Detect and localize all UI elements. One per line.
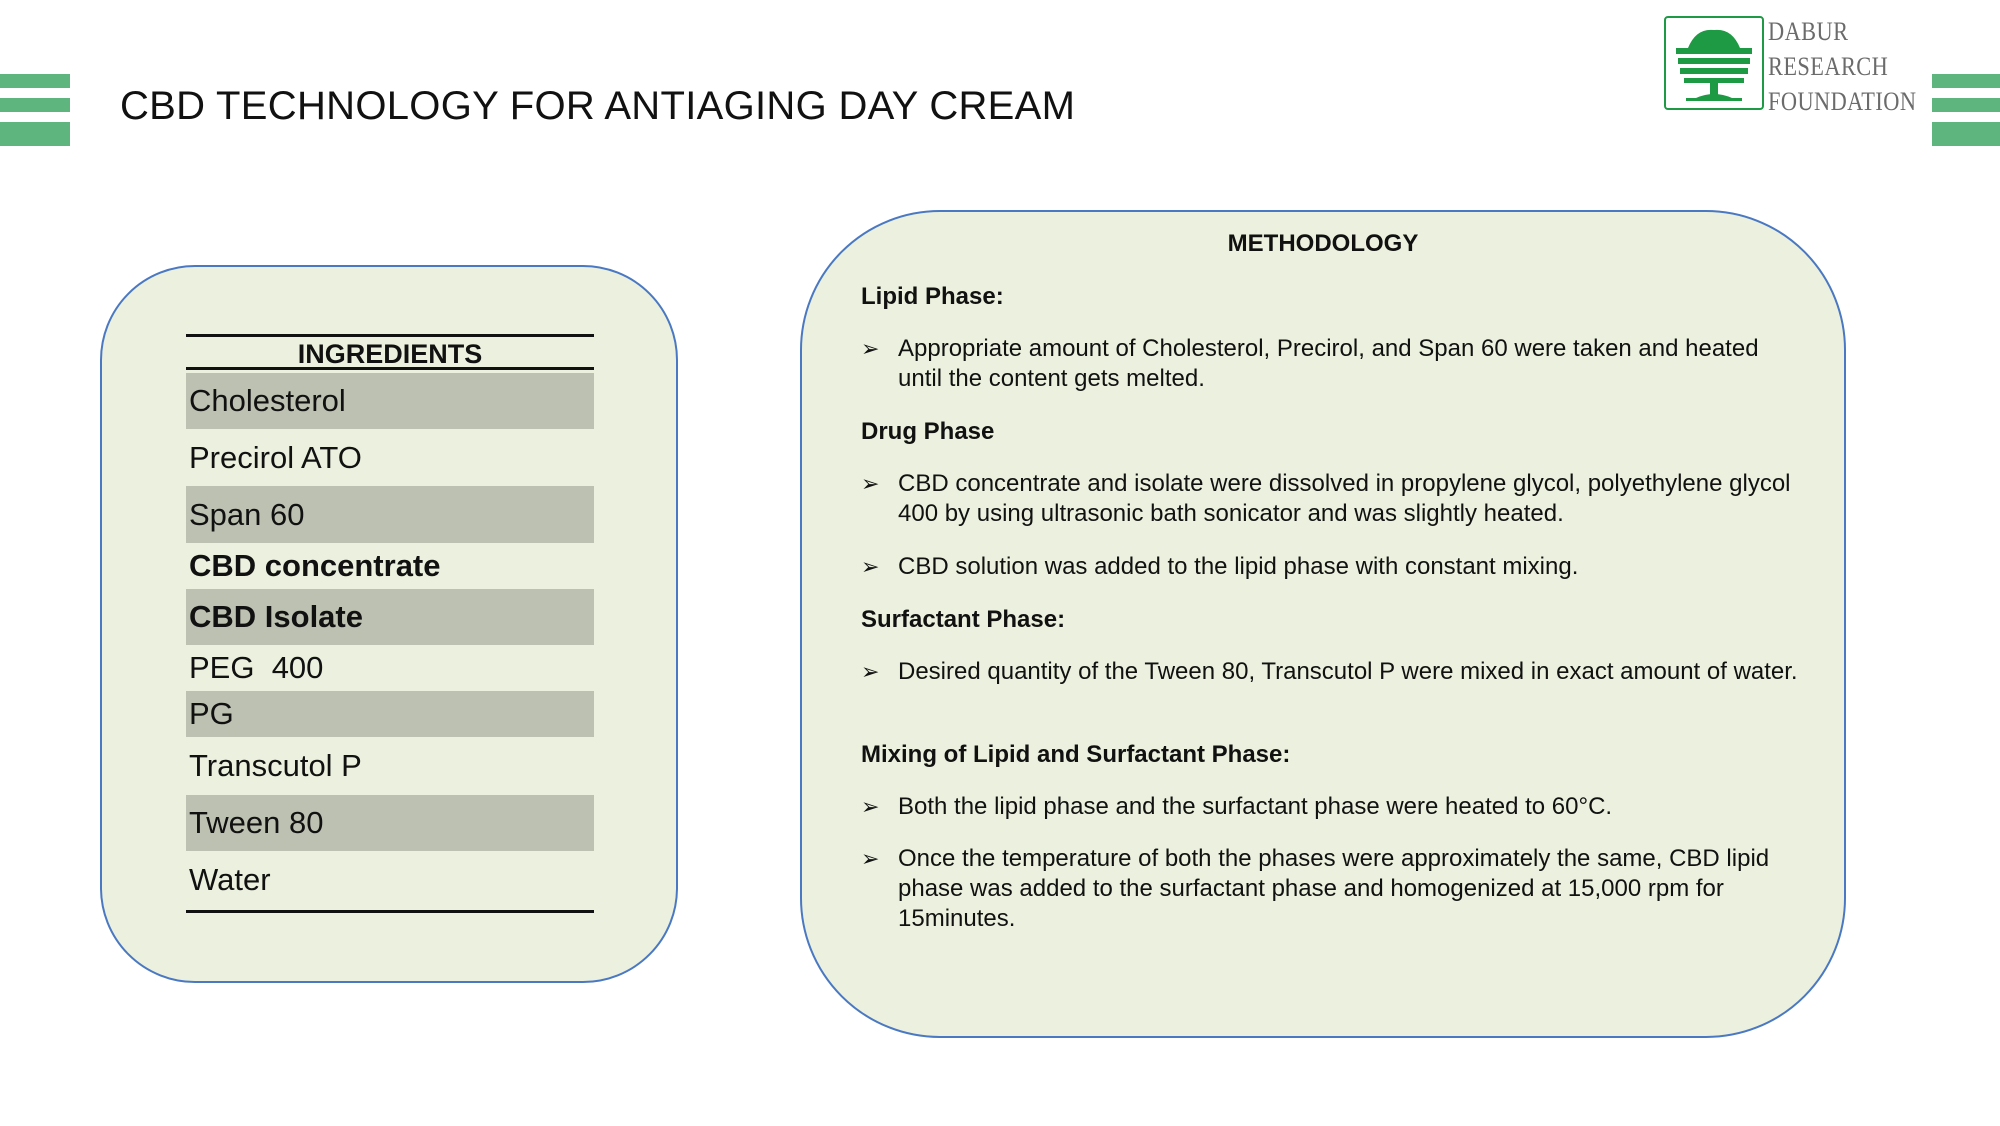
logo-wordmark: [1768, 14, 1941, 119]
left-accent-stripe: [0, 74, 70, 88]
tree-logo-icon: [1664, 16, 1764, 110]
bullet-text: Once the temperature of both the phases were approximately the same, CBD lipid phase was added to the surfactant phase and homogenized at 15,000 rpm for 15minutes.: [898, 845, 1770, 932]
bullet-text: Both the lipid phase and the surfactant phase were heated to 60°C.: [898, 793, 1613, 820]
arrow-bullet-icon: ➢: [861, 554, 880, 579]
ingredient-row: Transcutol P: [189, 748, 362, 783]
arrow-bullet-icon: ➢: [861, 471, 880, 496]
slide-title: CBD TECHNOLOGY FOR ANTIAGING DAY CREAM: [120, 84, 1076, 128]
bullet-text: CBD concentrate and isolate were dissolved in propylene glycol, polyethylene glycol 400 by using ultrasonic bath sonicator and was slightly heated.: [898, 470, 1791, 527]
section-heading: Mixing of Lipid and Surfactant Phase:: [861, 741, 1291, 768]
table-rule: [186, 334, 594, 337]
ingredient-row: PG: [186, 691, 594, 737]
right-accent-stripe: [1932, 98, 2000, 112]
right-accent-stripe: [1932, 122, 2000, 146]
bullet-text: CBD solution was added to the lipid phase with constant mixing.: [898, 553, 1579, 580]
ingredient-row: Span 60: [186, 486, 594, 543]
ingredient-row: Cholesterol: [186, 373, 594, 429]
section-heading: Lipid Phase:: [861, 283, 1004, 310]
bullet-text: Desired quantity of the Tween 80, Transcutol P were mixed in exact amount of water.: [898, 658, 1798, 685]
ingredients-header: INGREDIENTS: [186, 338, 594, 370]
section-heading: Surfactant Phase:: [861, 606, 1066, 633]
right-accent-stripe: [1932, 74, 2000, 88]
ingredient-row: Water: [189, 862, 271, 897]
left-accent-stripe: [0, 98, 70, 112]
bullet-text: Appropriate amount of Cholesterol, Precirol, and Span 60 were taken and heated until the content gets melted.: [898, 335, 1759, 392]
logo-line: DABUR: [1768, 17, 1849, 46]
dabur-logo: [1664, 14, 1920, 116]
arrow-bullet-icon: ➢: [861, 846, 880, 871]
ingredient-row: Tween 80: [186, 795, 594, 851]
arrow-bullet-icon: ➢: [861, 336, 880, 361]
table-rule: [186, 910, 594, 913]
section-heading: Drug Phase: [861, 418, 995, 445]
ingredient-row: CBD Isolate: [186, 589, 594, 645]
logo-line: RESEARCH: [1768, 52, 1889, 81]
arrow-bullet-icon: ➢: [861, 659, 880, 684]
ingredient-row: CBD concentrate: [189, 548, 441, 583]
left-accent-stripe: [0, 122, 70, 146]
logo-line: FOUNDATION: [1768, 87, 1917, 116]
arrow-bullet-icon: ➢: [861, 794, 880, 819]
ingredient-row: Precirol ATO: [189, 439, 362, 475]
ingredient-row: PEG 400: [189, 650, 324, 685]
methodology-title: METHODOLOGY: [1227, 230, 1419, 257]
